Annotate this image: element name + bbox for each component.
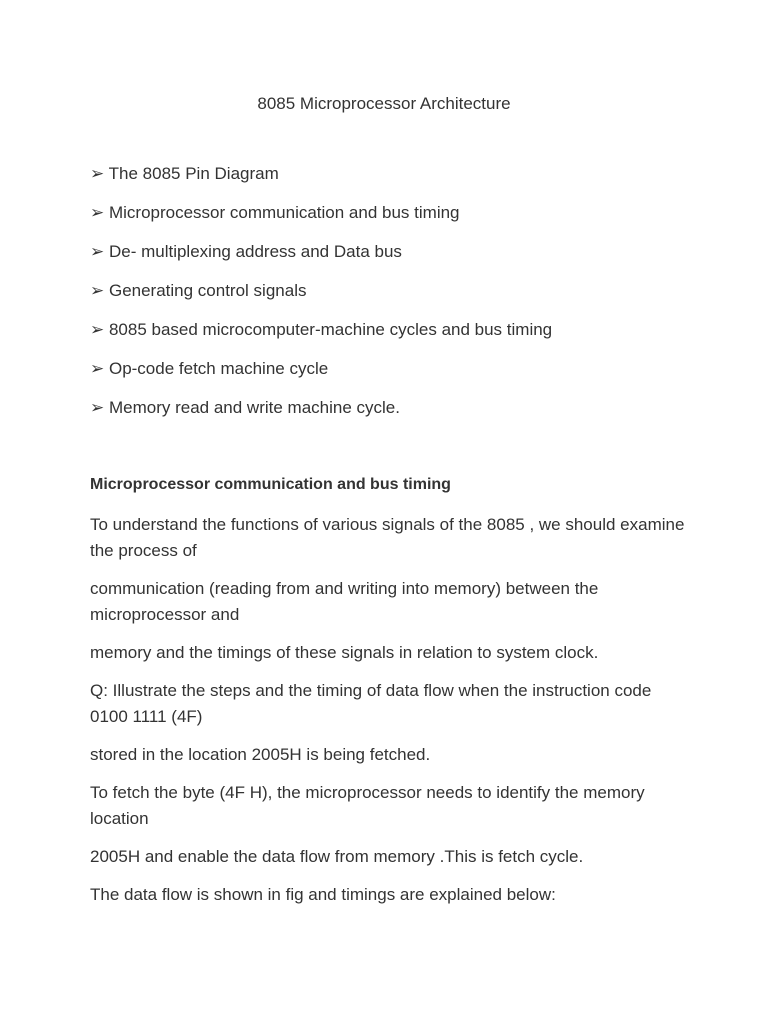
paragraph: The data flow is shown in fig and timings are explained below: — [90, 885, 556, 904]
section-content — [90, 474, 690, 920]
topic-list-item: ➢ 8085 based microcomputer-machine cycles and bus timing — [90, 320, 553, 339]
section-heading: Microprocessor communication and bus timing — [90, 476, 451, 493]
document-title: 8085 Microprocessor Architecture — [257, 94, 511, 113]
topic-list-item: ➢ Generating control signals — [90, 281, 307, 300]
paragraph: memory and the timings of these signals in relation to system clock. — [90, 643, 599, 662]
topic-list-item: ➢ The 8085 Pin Diagram — [90, 164, 279, 183]
paragraph: stored in the location 2005H is being fetched. — [90, 745, 431, 764]
paragraph: 2005H and enable the data flow from memory .This is fetch cycle. — [90, 847, 584, 866]
topic-list-item: ➢ De- multiplexing address and Data bus — [90, 242, 402, 261]
paragraph: To understand the functions of various signals of the 8085 , we should examine the process of — [90, 515, 685, 560]
topic-list-item: ➢ Microprocessor communication and bus timing — [90, 203, 460, 222]
topic-list-item: ➢ Memory read and write machine cycle. — [90, 398, 400, 417]
paragraph: communication (reading from and writing into memory) between the microprocessor and — [90, 579, 599, 624]
paragraph: To fetch the byte (4F H), the microprocessor needs to identify the memory location — [90, 783, 645, 828]
topic-list-item: ➢ Op-code fetch machine cycle — [90, 359, 329, 378]
topic-list — [90, 163, 552, 436]
paragraph: Q: Illustrate the steps and the timing of data flow when the instruction code 0100 1111 (4F) — [90, 681, 652, 726]
